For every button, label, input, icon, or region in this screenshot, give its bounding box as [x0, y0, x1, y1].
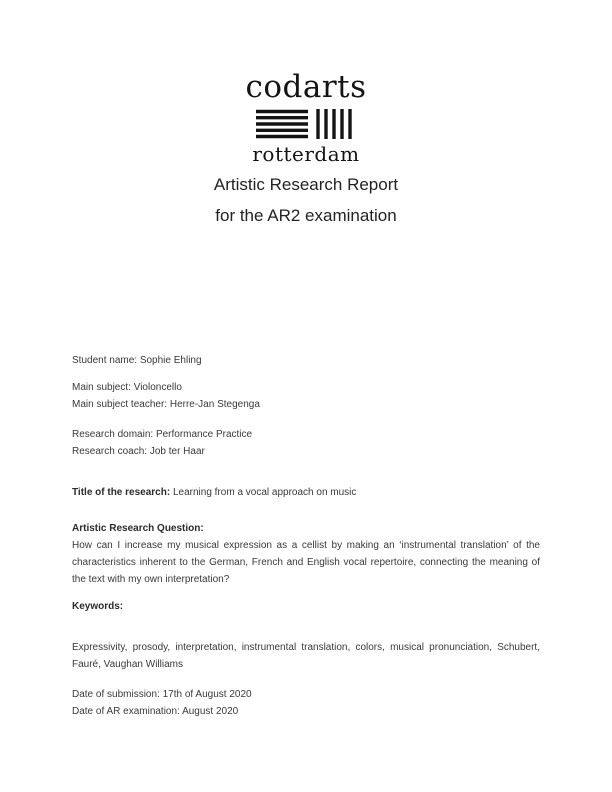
research-domain-value: Performance Practice: [155, 429, 253, 440]
research-title-label: Title of the research:: [72, 487, 171, 498]
main-subject-teacher-value: Herre-Jan Stegenga: [169, 399, 260, 410]
research-question-text: How can I increase my musical expression as a cellist by making an ‘instrumental translation’ of the characteristics inherent to the German, French and English vocal repertoire, connecting the meaning of the text with my own interpretation?: [72, 540, 540, 585]
keywords-heading: Keywords:: [72, 601, 124, 612]
research-title-line: [72, 484, 540, 501]
examination-date-line: [72, 703, 540, 720]
report-title-line1: Artistic Research Report: [213, 175, 399, 194]
research-domain-label: Research domain:: [72, 429, 154, 440]
research-title-value: Learning from a vocal approach on music: [172, 487, 357, 498]
main-subject-teacher-label: Main subject teacher:: [72, 399, 168, 410]
main-subject-teacher-line: [72, 396, 540, 413]
research-coach-line: [72, 443, 540, 460]
submission-date-label: Date of submission:: [72, 689, 160, 700]
codarts-lines-icon: [256, 109, 356, 139]
codarts-wordmark: codarts: [245, 69, 367, 105]
main-subject-value: Violoncello: [133, 382, 182, 393]
research-coach-value: Job ter Haar: [149, 446, 205, 457]
keywords-text: Expressivity, prosody, interpretation, instrumental translation, colors, musical pronunciation, Schubert, Fauré, Vaughan Williams: [72, 642, 540, 670]
main-subject-label: Main subject:: [72, 382, 131, 393]
student-name-value: Sophie Ehling: [139, 355, 202, 366]
codarts-logo: [72, 70, 540, 165]
research-question-heading: Artistic Research Question:: [72, 523, 204, 534]
examination-date-label: Date of AR examination:: [72, 706, 180, 717]
report-title-line2: for the AR2 examination: [215, 206, 397, 225]
examination-date-value: August 2020: [182, 706, 239, 717]
student-name-label: Student name:: [72, 355, 138, 366]
submission-date-value: 17th of August 2020: [162, 689, 252, 700]
submission-date-line: [72, 686, 540, 703]
cover-details: [72, 352, 540, 720]
student-name-line: [72, 352, 540, 369]
main-subject-line: [72, 379, 540, 396]
research-domain-line: [72, 426, 540, 443]
research-coach-label: Research coach:: [72, 446, 148, 457]
rotterdam-wordmark: rotterdam: [252, 142, 360, 166]
